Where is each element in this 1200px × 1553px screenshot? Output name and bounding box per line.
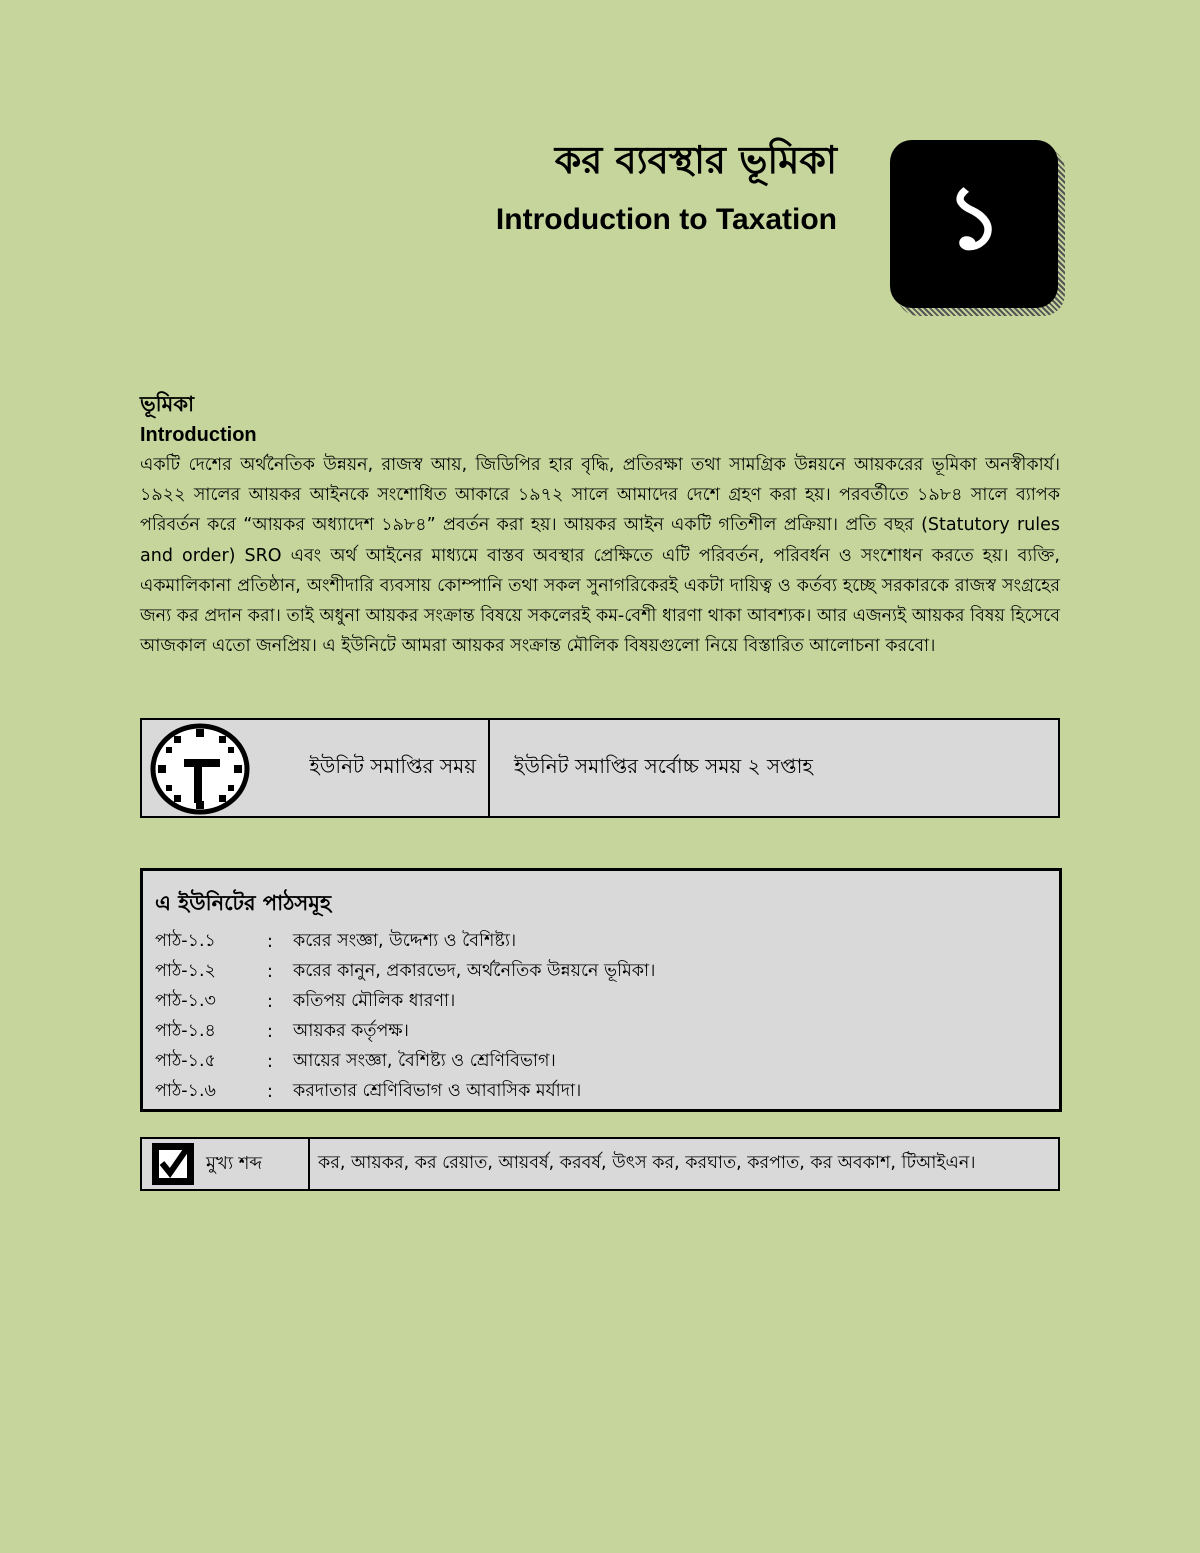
lesson-text: করের সংজ্ঞা, উদ্দেশ্য ও বৈশিষ্ট্য। <box>293 930 517 951</box>
lesson-row <box>155 1077 581 1107</box>
lesson-separator: : <box>267 932 273 952</box>
lesson-code: পাঠ-১.৫ <box>155 1050 216 1071</box>
keywords-label-cell <box>142 1139 310 1189</box>
lesson-separator: : <box>267 1082 273 1102</box>
lesson-text: আয়ের সংজ্ঞা, বৈশিষ্ট্য ও শ্রেণিবিভাগ। <box>293 1050 556 1071</box>
lesson-code: পাঠ-১.৬ <box>155 1080 216 1101</box>
lesson-separator: : <box>267 1022 273 1042</box>
lessons-box <box>140 868 1062 1112</box>
lesson-code: পাঠ-১.২ <box>155 960 216 981</box>
keywords-text: কর, আয়কর, কর রেয়াত, আয়বর্ষ, করবর্ষ, উৎস কর, করঘাত, করপাত, কর অবকাশ, টিআইএন। <box>318 1152 976 1173</box>
lesson-row <box>155 927 516 957</box>
unit-title-bn: কর ব্যবস্থার ভূমিকা <box>554 138 837 182</box>
unit-number-badge <box>890 140 1058 308</box>
completion-time-box <box>140 718 1060 818</box>
intro-heading-en: Introduction <box>140 424 257 446</box>
lesson-text: করের কানুন, প্রকারভেদ, অর্থনৈতিক উন্নয়নে ভূমিকা। <box>293 960 656 981</box>
completion-time-value-cell <box>490 720 813 816</box>
intro-heading-bn: ভূমিকা <box>140 392 195 416</box>
checkbox-icon <box>150 1141 196 1187</box>
keywords-box <box>140 1137 1060 1191</box>
completion-time-label: ইউনিট সমাপ্তির সময় <box>309 753 476 778</box>
lesson-code: পাঠ-১.১ <box>155 930 216 951</box>
clock-icon <box>150 723 250 815</box>
lessons-title: এ ইউনিটের পাঠসমূহ <box>155 891 331 915</box>
keywords-value-cell <box>310 1139 976 1189</box>
lesson-separator: : <box>267 1052 273 1072</box>
lesson-text: আয়কর কর্তৃপক্ষ। <box>293 1020 409 1041</box>
lesson-code: পাঠ-১.৩ <box>155 990 216 1011</box>
intro-paragraph: একটি দেশের অর্থনৈতিক উন্নয়ন, রাজস্ব আয়, জিডিপির হার বৃদ্ধি, প্রতিরক্ষা তথা সামগ্রিক উন্নয়নে আয়করের ভূমিকা অনস্বীকার্য। ১৯২২ সালের আয়কর আইনকে সংশোধিত আকারে ১৯৭২ সালে আমাদের দেশে গ্রহণ করা হয়। পরবর্তীতে ১৯৮৪ সালে ব্যাপক পরিবর্তন করে “আয়কর অধ্যাদেশ ১৯৮৪” প্রবর্তন করা হয়। আয়কর আইন একটি গতিশীল প্রক্রিয়া। প্রতি বছর (Statutory rules and order) SRO এবং অর্থ আইনের মাধ্যমে বাস্তব অবস্থার প্রেক্ষিতে এটি পরিবর্তন, পরিবর্ধন ও সংশোধন করতে হয়। ব্যক্তি, একমালিকানা প্রতিষ্ঠান, অংশীদারি ব্যবসায় কোম্পানি তথা সকল সুনাগরিকেরই একটা দায়িত্ব ও কর্তব্য হচ্ছে সরকারকে রাজস্ব সংগ্রহের জন্য কর প্রদান করা। তাই অধুনা আয়কর সংক্রান্ত বিষয়ে সকলেরই কম-বেশী ধারণা থাকা আবশ্যক। আর এজন্যই আয়কর বিষয় হিসেবে আজকাল এতো জনপ্রিয়। এ ইউনিটে আমরা আয়কর সংক্রান্ত মৌলিক বিষয়গুলো নিয়ে বিস্তারিত আলোচনা করবো। <box>140 455 1060 657</box>
completion-time-value: ইউনিট সমাপ্তির সর্বোচ্চ সময় ২ সপ্তাহ <box>514 753 813 778</box>
lesson-row <box>155 987 455 1017</box>
keywords-label: মুখ্য শব্দ <box>206 1152 263 1174</box>
lesson-separator: : <box>267 962 273 982</box>
lesson-row <box>155 1017 409 1047</box>
lesson-separator: : <box>267 992 273 1012</box>
lesson-code: পাঠ-১.৪ <box>155 1020 216 1041</box>
completion-time-label-cell <box>142 720 490 816</box>
lesson-text: কতিপয় মৌলিক ধারণা। <box>293 990 456 1011</box>
lesson-row <box>155 957 655 987</box>
unit-title-en: Introduction to Taxation <box>495 203 837 236</box>
lesson-text: করদাতার শ্রেণিবিভাগ ও আবাসিক মর্যাদা। <box>293 1080 582 1101</box>
unit-number: ১ <box>945 165 1003 269</box>
lesson-row <box>155 1047 556 1077</box>
